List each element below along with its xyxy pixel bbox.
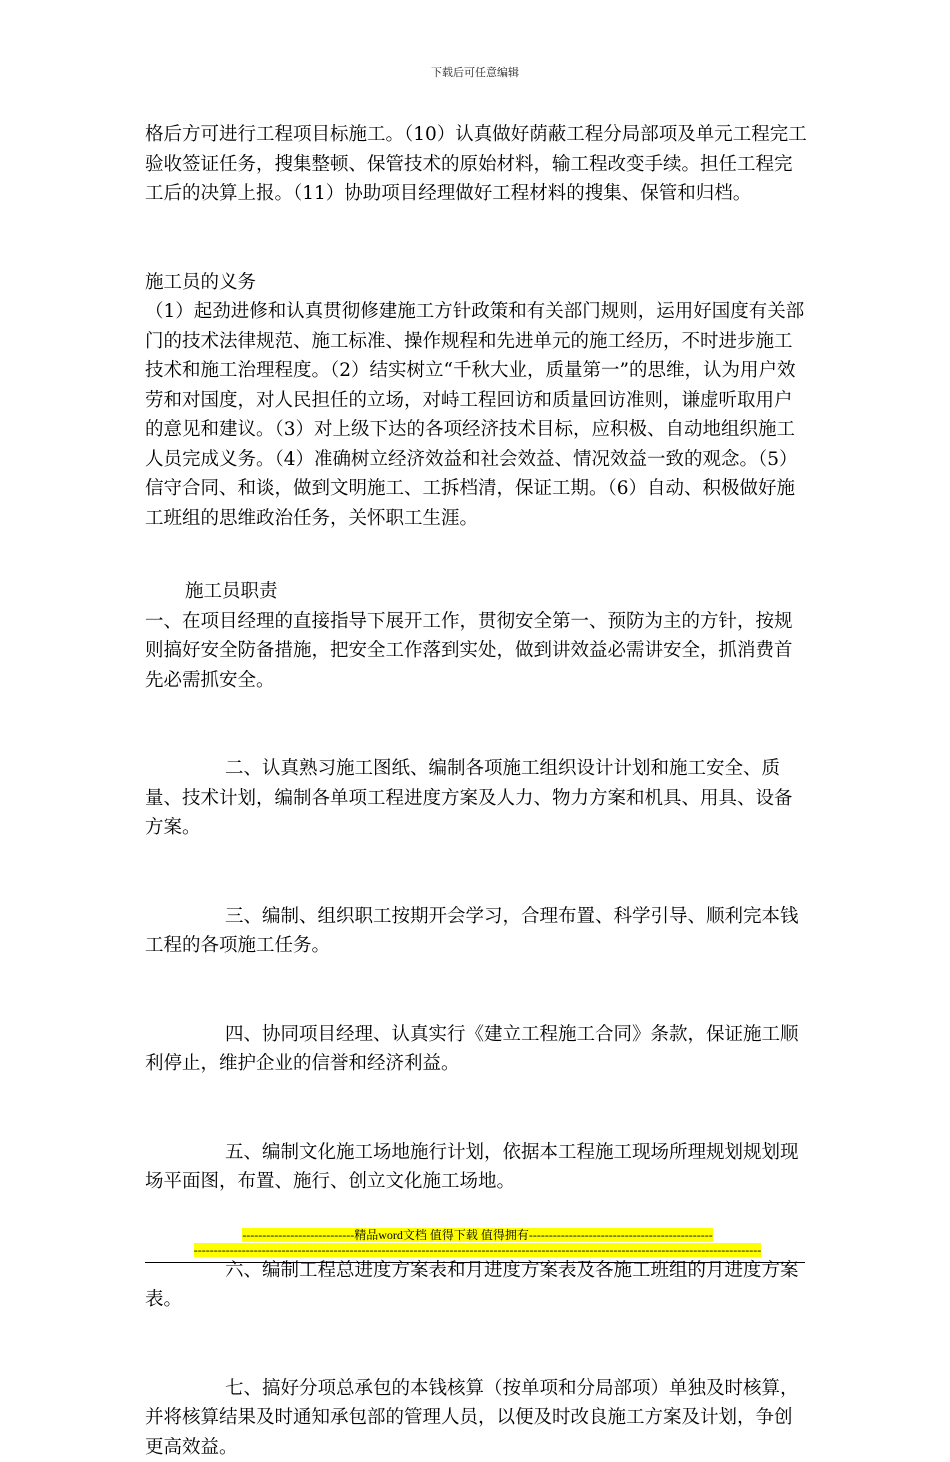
paragraph-item-2: 二、认真熟习施工图纸、编制各项施工组织设计计划和施工安全、质量、技术计划，编制各单项工程进度方案及人力、物力方案和机具、用具、设备方案。 xyxy=(145,754,810,843)
spacer xyxy=(145,961,810,1020)
page-header: 下载后可任意编辑 xyxy=(0,64,950,80)
spacer xyxy=(145,209,810,268)
paragraph-item-5: 五、编制文化施工场地施行计划，依据本工程施工现场所理规划规划现场平面图，布置、施行、创立文化施工场地。 xyxy=(145,1138,810,1197)
footer-banner-text: ----------------------------精品word文档 值得下载 值得拥有---------------------------------------------- xyxy=(242,1228,712,1242)
paragraph-item-4: 四、协同项目经理、认真实行《建立工程施工合同》条款，保证施工顺利停止，维护企业的信誉和经济利益。 xyxy=(145,1020,810,1079)
paragraph-duties: （1）起劲进修和认真贯彻修建施工方针政策和有关部门规则，运用好国度有关部门的技术法律规范、施工标准、操作规程和先进单元的施工经历，不时进步施工技术和施工治理程度。（2）结实树立“千秋大业，质量第一”的思维，认为用户效劳和对国度，对人民担任的立场，对峙工程回访和质量回访准则，谦虚听取用户的意见和建议。（3）对上级下达的各项经济技术目标，应积极、自动地组织施工人员完成义务。（4）准确树立经济效益和社会效益、情况效益一致的观念。（5）信守合同、和谈，做到文明施工、工拆档清，保证工期。（6）自动、积极做好施工班组的思维政治任务，关怀职工生涯。 xyxy=(145,297,810,533)
footer-rule xyxy=(145,1262,805,1263)
footer-banner-line xyxy=(145,1228,810,1243)
page-footer xyxy=(145,1228,810,1258)
section-heading-responsibilities: 施工员职责 xyxy=(145,577,810,607)
paragraph-item-7: 七、搞好分项总承包的本钱核算（按单项和分局部项）单独及时核算，并将核算结果及时通知承包部的管理人员，以便及时改良施工方案及计划，争创更高效益。 xyxy=(145,1374,810,1462)
section-heading-duties: 施工员的义务 xyxy=(145,268,810,298)
spacer xyxy=(145,843,810,902)
paragraph-continuation: 格后方可进行工程项目标施工。（10）认真做好荫蔽工程分局部项及单元工程完工验收签证任务，搜集整顿、保管技术的原始材料，输工程改变手续。担任工程完工后的决算上报。（11）协助项目经理做好工程材料的搜集、保管和归档。 xyxy=(145,120,810,209)
footer-dash-line xyxy=(145,1243,810,1258)
paragraph-item-3: 三、编制、组织职工按期开会学习，合理布置、科学引导、顺利完本钱工程的各项施工任务。 xyxy=(145,902,810,961)
spacer xyxy=(145,695,810,754)
footer-dash-text: ---------------------------------------------------------------------------------------------------------------------------------------------- xyxy=(194,1243,761,1257)
paragraph-item-6: 六、编制工程总进度方案表和月进度方案表及各施工班组的月进度方案表。 xyxy=(145,1256,810,1315)
spacer xyxy=(145,533,810,577)
spacer xyxy=(145,1315,810,1374)
document-body xyxy=(145,120,810,1462)
paragraph-item-1: 一、在项目经理的直接指导下展开工作，贯彻安全第一、预防为主的方针，按规则搞好安全防备措施，把安全工作落到实处，做到讲效益必需讲安全，抓消费首先必需抓安全。 xyxy=(145,607,810,696)
spacer xyxy=(145,1079,810,1138)
